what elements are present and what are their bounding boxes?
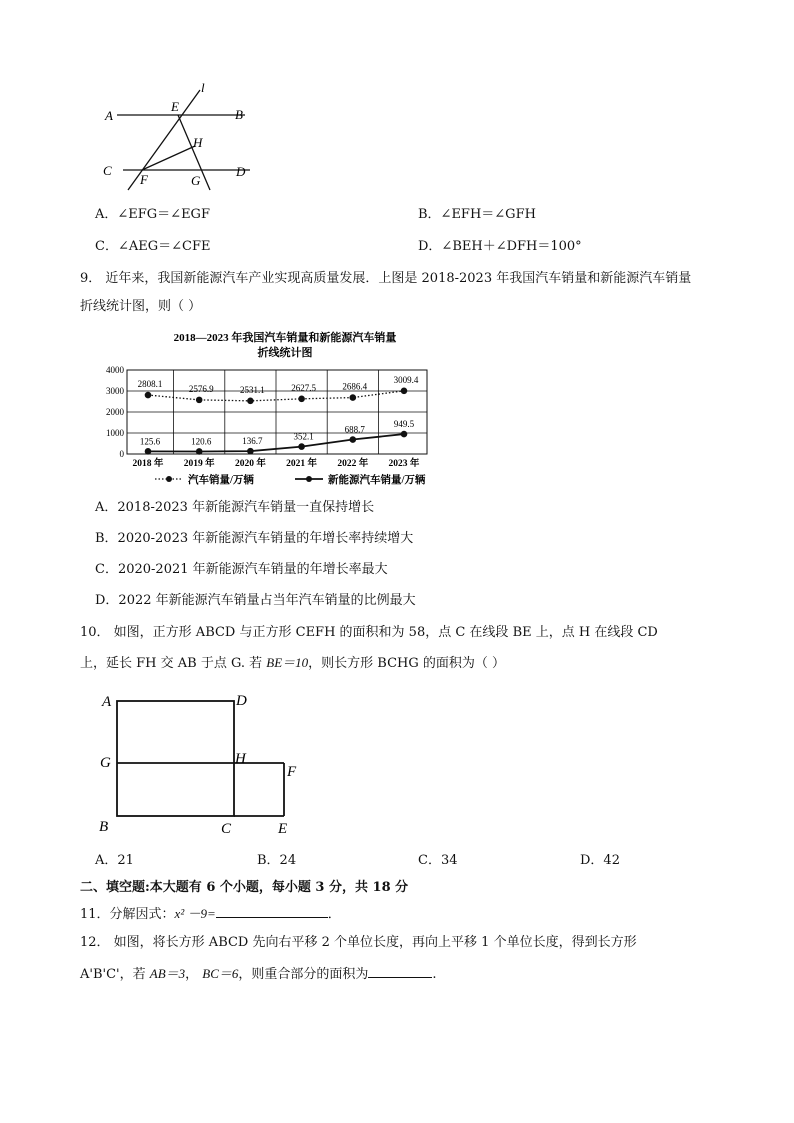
data-label: 120.6 [191,436,212,447]
sq-label-A: A [102,694,112,710]
q12-math1: AB＝3 [149,966,186,981]
sq-label-H: H [235,751,246,767]
data-point [145,448,152,455]
data-label: 2531.1 [240,384,265,395]
q11-suffix: ． [327,907,341,922]
sq-label-D: D [236,693,247,709]
q11-expr: x² －9= [174,906,216,921]
sq-label-F: F [287,764,297,780]
label-G: G [191,173,201,188]
data-point [247,398,254,405]
chart-subtitle: 折线统计图 [257,347,313,359]
q12-part2: ，则重合部分的面积为 [238,967,369,982]
q10-stem-part1: 上，延长 FH 交 AB 于点 G. 若 [80,656,267,671]
label-E: E [171,99,179,114]
data-point [196,448,203,455]
data-point [298,396,305,403]
q9-stem-line1: 9． 近年来，我国新能源汽车产业实现高质量发展．上图是 2018-2023 年我国汽车销量和新能源汽车销量 [80,271,692,286]
y-tick-label: 0 [119,449,124,459]
data-label: 3009.4 [393,374,419,385]
x-tick-label: 2023 年 [388,459,420,469]
q9-option-a: A．2018-2023 年新能源汽车销量一直保持增长 [95,500,375,515]
data-point [401,431,408,438]
y-tick-label: 4000 [106,365,124,375]
data-label: 2808.1 [137,379,163,390]
label-F: F [140,172,148,187]
q9-option-b: B．2020-2023 年新能源汽车销量的年增长率持续增大 [95,531,414,546]
q12-part1: A'B'C'，若 [80,967,150,982]
legend-marker-2 [306,476,312,482]
data-point [350,394,357,401]
q12-mid: ， [185,967,203,982]
parallel-lines-figure [95,78,265,198]
q9-stem-line2: 折线统计图，则（ ） [80,299,202,314]
q9-option-d: D．2022 年新能源汽车销量占当年汽车销量的比例最大 [95,593,416,608]
label-C: C [103,163,112,178]
label-D: D [236,164,246,179]
legend-marker-1 [166,476,172,482]
q10-math: BE＝10 [266,655,309,670]
q10-stem-part2: ，则长方形 BCHG 的面积为（ ） [308,656,506,671]
q12-stem-line1: 12． 如图，将长方形 ABCD 先向右平移 2 个单位长度，再向上平移 1 个单位长度，得到长方形 [80,935,637,950]
q11 [80,905,341,924]
q8-option-d: D．∠BEH＋∠DFH＝100° [418,239,582,254]
sq-label-C: C [221,821,232,837]
q9-option-c: C．2020-2021 年新能源汽车销量的年增长率最大 [95,562,388,577]
x-tick-label: 2021 年 [286,459,318,469]
q10-stem-line1: 10． 如图，正方形 ABCD 与正方形 CEFH 的面积和为 58，点 C 在线段 BE 上，点 H 在线段 CD [80,625,658,640]
data-label: 688.7 [344,424,365,435]
sq-label-B: B [99,819,109,835]
data-point [247,448,254,455]
q8-option-c: C．∠AEG＝∠CFE [95,239,211,254]
legend-label-2: 新能源汽车销量/万辆 [328,475,426,486]
label-H: H [193,135,203,150]
q8-option-a: A．∠EFG＝∠EGF [95,207,210,222]
q8-option-b: B．∠EFH＝∠GFH [418,207,536,222]
data-label: 352.1 [293,431,314,442]
y-tick-label: 3000 [106,386,124,396]
data-label: 136.7 [242,436,263,447]
section-heading: 二、填空题:本大题有 6 个小题，每小题 3 分，共 18 分 [80,880,409,895]
q12-answer-blank[interactable] [368,965,432,978]
q11-answer-blank[interactable] [216,905,328,918]
x-tick-label: 2022 年 [337,459,369,469]
q10-option-d: D．42 [580,853,620,868]
q10-option-b: B．24 [257,853,297,868]
x-tick-label: 2018 年 [132,459,164,469]
q10-option-a: A．21 [95,853,134,868]
label-B: B [235,107,243,122]
q10-option-c: C．34 [418,853,458,868]
data-point [196,397,203,404]
x-tick-label: 2019 年 [183,459,215,469]
label-l: l [201,80,205,95]
data-label: 2627.5 [291,382,316,393]
q12-suffix: . [432,967,437,982]
data-point [145,392,152,399]
squares-figure [95,688,310,840]
data-label: 949.5 [393,419,415,430]
x-tick-label: 2020 年 [234,459,266,469]
sq-label-G: G [100,755,111,771]
sq-label-E: E [278,821,288,837]
data-point [298,443,305,450]
y-tick-label: 1000 [106,428,124,438]
y-tick-label: 2000 [106,407,124,417]
chart-title: 2018—2023 年我国汽车销量和新能源汽车销量 [173,332,397,344]
data-label: 125.6 [139,436,161,447]
data-label: 2686.4 [342,381,368,392]
sales-line-chart [95,328,440,493]
label-A: A [105,108,113,123]
data-point [401,388,408,395]
q12-stem-line2 [80,965,437,984]
data-label: 2576.9 [188,383,214,394]
q10-stem-line2 [80,654,505,673]
legend-label-1: 汽车销量/万辆 [188,475,254,486]
q11-prefix: 11．分解因式： [80,907,175,922]
data-point [350,436,357,443]
q12-math2: BC＝6 [202,966,239,981]
